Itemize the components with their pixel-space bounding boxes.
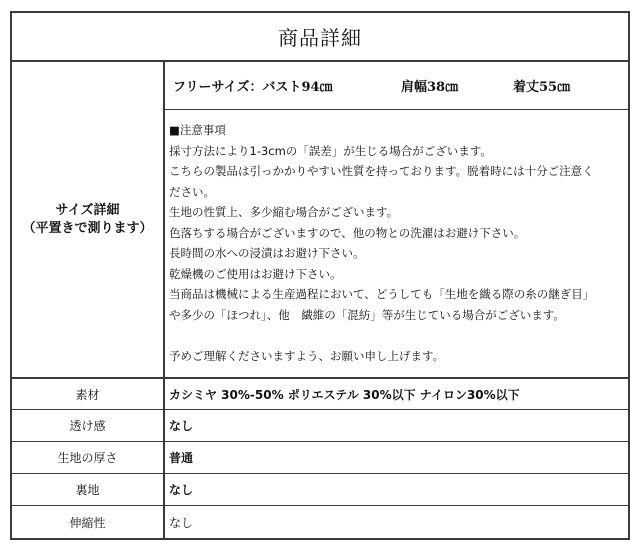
spec-value: なし (169, 483, 194, 497)
note-line: や多少の「ほつれ」、他 繊維の「混紡」等が生じている場合がございます。 (169, 307, 565, 322)
spec-label: 素材 (12, 379, 165, 409)
spec-value: カシミヤ 30%-50% ポリエステル 30%以下 ナイロン30%以下 (169, 387, 520, 402)
note-line: 色落ちする場合がございますので、他の物との洗濯はお避け下さい。 (169, 225, 526, 240)
table-title: 商品詳細 (12, 13, 628, 62)
spec-value: 普通 (169, 451, 194, 465)
note-line: ■注意事項 (169, 123, 226, 137)
caution-notes (165, 110, 628, 366)
spec-label: 透け感 (12, 410, 165, 441)
spec-value: なし (169, 419, 194, 433)
spec-row-stretch (12, 506, 628, 538)
note-line: 採寸方法により1-3cmの「誤差」が生じる場合がございます。 (169, 143, 492, 158)
spec-label: 裏地 (12, 474, 165, 505)
spec-row-thickness (12, 442, 628, 474)
measurement-length: 着丈55㎝ (513, 80, 571, 95)
spec-row-material (12, 379, 628, 410)
product-detail-table (10, 11, 630, 540)
note-line: こちらの製品は引っかかりやすい性質を持っております。脱着時には十分ご注意く (169, 164, 594, 178)
note-spacer (169, 325, 622, 346)
size-detail-label-line1: サイズ詳細 (55, 202, 120, 218)
size-detail-label (12, 62, 165, 377)
measurement-bust: フリーサイズ：バスト94㎝ (173, 80, 333, 95)
spec-label: 生地の厚さ (12, 442, 165, 473)
note-line: 乾燥機のご使用はお避け下さい。 (169, 266, 342, 281)
spec-row-sheerness (12, 410, 628, 442)
note-line: 予めご理解くださいますよう、お願い申し上げます。 (169, 348, 445, 363)
note-line: ださい。 (169, 184, 215, 199)
spec-value: なし (169, 515, 194, 530)
size-detail-label-line2: （平置きで測ります） (22, 220, 153, 236)
note-line: 長時間の水への浸漬はお避け下さい。 (169, 246, 365, 260)
size-measurements (165, 62, 628, 110)
note-line: 当商品は機械による生産過程において、どうしても「生地を織る際の糸の継ぎ目」 (169, 287, 595, 301)
spec-row-lining (12, 474, 628, 506)
spec-label: 伸縮性 (12, 506, 165, 538)
measurement-shoulder: 肩幅38㎝ (401, 80, 459, 95)
note-line: 生地の性質上、多少縮む場合がございます。 (169, 205, 399, 219)
size-detail-section (12, 62, 628, 379)
size-detail-content (165, 62, 628, 377)
